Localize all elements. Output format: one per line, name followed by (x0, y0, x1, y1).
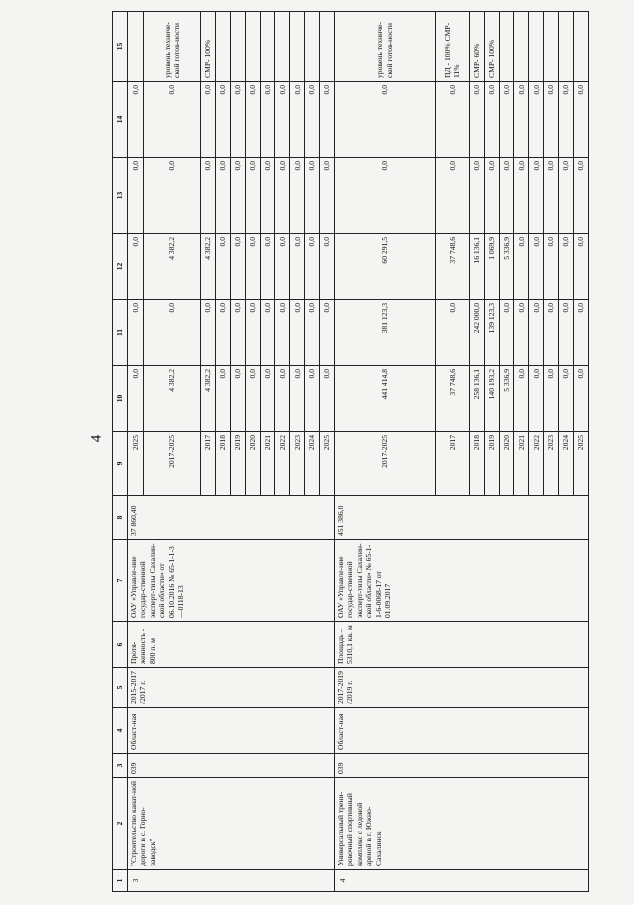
amount-other-cell: 0,0 (230, 82, 245, 158)
readiness-cell: уровень техниче-ской готов-ности (334, 12, 435, 82)
header-row (113, 12, 128, 892)
amount-federal-cell: 0,0 (573, 300, 588, 366)
code-cell: 039 (334, 754, 588, 778)
amount-regional-cell: 0,0 (573, 234, 588, 300)
amount-other-cell: 0,0 (216, 82, 231, 158)
readiness-cell: ПД - 100% СМР- 11% (435, 12, 469, 82)
amount-federal-cell: 0,0 (245, 300, 260, 366)
year-cell: 2025 (573, 432, 588, 496)
amount-municipal-cell: 0,0 (469, 158, 484, 234)
year-cell: 2022 (275, 432, 290, 496)
amount-other-cell: 0,0 (499, 82, 514, 158)
amount-municipal-cell: 0,0 (544, 158, 559, 234)
header-cell: 14 (113, 82, 128, 158)
amount-total-cell: 0,0 (559, 366, 574, 432)
year-cell: 2024 (559, 432, 574, 496)
year-cell: 2021 (260, 432, 275, 496)
amount-federal-cell: 0,0 (320, 300, 335, 366)
amount-federal-cell: 0,0 (559, 300, 574, 366)
readiness-cell: СМР- 60% (469, 12, 484, 82)
period-cell: 2017-2019 /2019 г. (334, 668, 588, 708)
amount-municipal-cell: 0,0 (484, 158, 499, 234)
amount-municipal-cell: 0,0 (245, 158, 260, 234)
readiness-cell (305, 12, 320, 82)
year-cell: 2023 (290, 432, 305, 496)
amount-regional-cell: 1 069,9 (484, 234, 499, 300)
table-row (334, 12, 435, 892)
amount-municipal-cell: 0,0 (435, 158, 469, 234)
readiness-cell (514, 12, 529, 82)
amount-federal-cell: 0,0 (275, 300, 290, 366)
amount-other-cell: 0,0 (245, 82, 260, 158)
amount-total-cell: 0,0 (320, 366, 335, 432)
amount-federal-cell: 0,0 (201, 300, 216, 366)
year-cell: 2019 (230, 432, 245, 496)
capacity-cell: Протя-женность - 800 п. м (128, 622, 335, 668)
readiness-cell (260, 12, 275, 82)
amount-total-cell: 0,0 (290, 366, 305, 432)
amount-regional-cell: 0,0 (559, 234, 574, 300)
year-cell: 2023 (544, 432, 559, 496)
header-cell: 3 (113, 754, 128, 778)
rotated-table-page (112, 12, 589, 892)
amount-regional-cell: 0,0 (529, 234, 544, 300)
readiness-cell (230, 12, 245, 82)
amount-total-cell: 5 336,9 (499, 366, 514, 432)
amount-regional-cell: 0,0 (305, 234, 320, 300)
amount-federal-cell: 0,0 (514, 300, 529, 366)
amount-other-cell: 0,0 (201, 82, 216, 158)
amount-total-cell: 0,0 (245, 366, 260, 432)
amount-other-cell: 0,0 (290, 82, 305, 158)
amount-federal-cell: 0,0 (260, 300, 275, 366)
project-name-cell: "Строительство канат-ной дороги в с. Горно-заводск" (128, 778, 335, 870)
readiness-cell (128, 12, 144, 82)
amount-total-cell: 0,0 (529, 366, 544, 432)
amount-municipal-cell: 0,0 (305, 158, 320, 234)
amount-municipal-cell: 0,0 (144, 158, 201, 234)
amount-other-cell: 0,0 (334, 82, 435, 158)
header-cell: 8 (113, 496, 128, 540)
amount-regional-cell: 0,0 (290, 234, 305, 300)
project-name-cell: Универсальный трени-ровочный спортивный комплекс с ледовой ареной в г. Южно-Сахалинск (334, 778, 588, 870)
code-cell: 039 (128, 754, 335, 778)
amount-regional-cell: 4 382,2 (144, 234, 201, 300)
amount-municipal-cell: 0,0 (216, 158, 231, 234)
amount-federal-cell: 0,0 (544, 300, 559, 366)
amount-total-cell: 0,0 (573, 366, 588, 432)
amount-other-cell: 0,0 (305, 82, 320, 158)
amount-municipal-cell: 0,0 (260, 158, 275, 234)
amount-other-cell: 0,0 (320, 82, 335, 158)
amount-other-cell: 0,0 (144, 82, 201, 158)
readiness-cell: СМР- 100% (201, 12, 216, 82)
cost-cell: 451 386,0 (334, 496, 588, 540)
row-number-cell: 4 (334, 870, 588, 892)
capacity-cell: Площадь – 5310,1 кв. м (334, 622, 588, 668)
amount-regional-cell: 16 136,1 (469, 234, 484, 300)
year-cell: 2024 (305, 432, 320, 496)
year-cell: 2019 (484, 432, 499, 496)
amount-municipal-cell: 0,0 (290, 158, 305, 234)
amount-regional-cell: 0,0 (128, 234, 144, 300)
amount-other-cell: 0,0 (514, 82, 529, 158)
amount-total-cell: 0,0 (544, 366, 559, 432)
amount-other-cell: 0,0 (128, 82, 144, 158)
amount-regional-cell: 0,0 (216, 234, 231, 300)
header-cell: 12 (113, 234, 128, 300)
amount-total-cell: 0,0 (216, 366, 231, 432)
header-cell: 5 (113, 668, 128, 708)
cost-cell: 37 860,40 (128, 496, 335, 540)
amount-regional-cell: 4 382,2 (201, 234, 216, 300)
amount-other-cell: 0,0 (260, 82, 275, 158)
year-cell: 2017 (201, 432, 216, 496)
amount-municipal-cell: 0,0 (230, 158, 245, 234)
row-number-cell: 3 (128, 870, 335, 892)
header-cell: 1 (113, 870, 128, 892)
amount-other-cell: 0,0 (529, 82, 544, 158)
ownership-cell: Област-ная (128, 708, 335, 754)
year-cell: 2025 (320, 432, 335, 496)
readiness-cell (275, 12, 290, 82)
readiness-cell (573, 12, 588, 82)
amount-regional-cell: 5 336,9 (499, 234, 514, 300)
year-cell: 2025 (128, 432, 144, 496)
amount-regional-cell: 0,0 (230, 234, 245, 300)
amount-federal-cell: 0,0 (230, 300, 245, 366)
amount-total-cell: 140 193,2 (484, 366, 499, 432)
amount-federal-cell: 0,0 (499, 300, 514, 366)
amount-municipal-cell: 0,0 (320, 158, 335, 234)
amount-total-cell: 4 382,2 (144, 366, 201, 432)
amount-other-cell: 0,0 (435, 82, 469, 158)
readiness-cell (320, 12, 335, 82)
year-cell: 2018 (469, 432, 484, 496)
expertise-cell: ОАУ «Управле-ние государ-ственной эксперт-тизы Сахалин-ской области» от 06.10.2016 № 65-1-1-3—0118-13 (128, 540, 335, 622)
amount-municipal-cell: 0,0 (514, 158, 529, 234)
header-cell: 6 (113, 622, 128, 668)
ownership-cell: Област-ная (334, 708, 588, 754)
amount-other-cell: 0,0 (544, 82, 559, 158)
investment-projects-table (112, 11, 589, 892)
amount-regional-cell: 0,0 (320, 234, 335, 300)
amount-federal-cell: 0,0 (144, 300, 201, 366)
amount-federal-cell: 381 123,3 (334, 300, 435, 366)
readiness-cell (544, 12, 559, 82)
amount-federal-cell: 0,0 (216, 300, 231, 366)
year-cell: 2021 (514, 432, 529, 496)
amount-total-cell: 0,0 (260, 366, 275, 432)
period-cell: 2015-2017 /2017 г. (128, 668, 335, 708)
amount-regional-cell: 0,0 (514, 234, 529, 300)
amount-municipal-cell: 0,0 (275, 158, 290, 234)
year-cell: 2022 (529, 432, 544, 496)
header-cell: 7 (113, 540, 128, 622)
readiness-cell (290, 12, 305, 82)
amount-other-cell: 0,0 (275, 82, 290, 158)
expertise-cell: ОАУ «Управле-ние государ-ственной эксперт-тизы Сахалин-ской области» № 65-1-1-6-0068-17 от 01.09.2017 (334, 540, 588, 622)
year-cell: 2017 (435, 432, 469, 496)
amount-municipal-cell: 0,0 (573, 158, 588, 234)
amount-total-cell: 0,0 (305, 366, 320, 432)
header-cell: 2 (113, 778, 128, 870)
amount-total-cell: 0,0 (275, 366, 290, 432)
amount-total-cell: 441 414,8 (334, 366, 435, 432)
amount-municipal-cell: 0,0 (559, 158, 574, 234)
amount-regional-cell: 0,0 (544, 234, 559, 300)
amount-federal-cell: 0,0 (435, 300, 469, 366)
year-cell: 2017-2025 (144, 432, 201, 496)
header-cell: 13 (113, 158, 128, 234)
header-cell: 11 (113, 300, 128, 366)
amount-total-cell: 258 136,1 (469, 366, 484, 432)
amount-federal-cell: 0,0 (529, 300, 544, 366)
amount-other-cell: 0,0 (559, 82, 574, 158)
readiness-cell: СМР- 100% (484, 12, 499, 82)
header-cell: 4 (113, 708, 128, 754)
amount-municipal-cell: 0,0 (128, 158, 144, 234)
readiness-cell: уровень техниче-ской готов-ности (144, 12, 201, 82)
header-cell: 10 (113, 366, 128, 432)
year-cell: 2020 (499, 432, 514, 496)
amount-municipal-cell: 0,0 (334, 158, 435, 234)
amount-other-cell: 0,0 (573, 82, 588, 158)
amount-federal-cell: 242 000,0 (469, 300, 484, 366)
amount-regional-cell: 0,0 (245, 234, 260, 300)
readiness-cell (529, 12, 544, 82)
amount-municipal-cell: 0,0 (499, 158, 514, 234)
amount-total-cell: 0,0 (128, 366, 144, 432)
amount-total-cell: 0,0 (230, 366, 245, 432)
readiness-cell (559, 12, 574, 82)
amount-regional-cell: 0,0 (260, 234, 275, 300)
table-row (128, 12, 144, 892)
amount-regional-cell: 60 291,5 (334, 234, 435, 300)
readiness-cell (245, 12, 260, 82)
year-cell: 2018 (216, 432, 231, 496)
readiness-cell (216, 12, 231, 82)
amount-total-cell: 0,0 (514, 366, 529, 432)
amount-regional-cell: 0,0 (275, 234, 290, 300)
year-cell: 2020 (245, 432, 260, 496)
amount-municipal-cell: 0,0 (529, 158, 544, 234)
amount-other-cell: 0,0 (469, 82, 484, 158)
amount-regional-cell: 37 748,6 (435, 234, 469, 300)
amount-municipal-cell: 0,0 (201, 158, 216, 234)
year-cell: 2017-2025 (334, 432, 435, 496)
header-cell: 9 (113, 432, 128, 496)
amount-total-cell: 4 382,2 (201, 366, 216, 432)
amount-other-cell: 0,0 (484, 82, 499, 158)
amount-total-cell: 37 748,6 (435, 366, 469, 432)
header-cell: 15 (113, 12, 128, 82)
amount-federal-cell: 0,0 (305, 300, 320, 366)
page-number: 4 (88, 434, 105, 443)
readiness-cell (499, 12, 514, 82)
amount-federal-cell: 0,0 (128, 300, 144, 366)
amount-federal-cell: 139 123,3 (484, 300, 499, 366)
amount-federal-cell: 0,0 (290, 300, 305, 366)
